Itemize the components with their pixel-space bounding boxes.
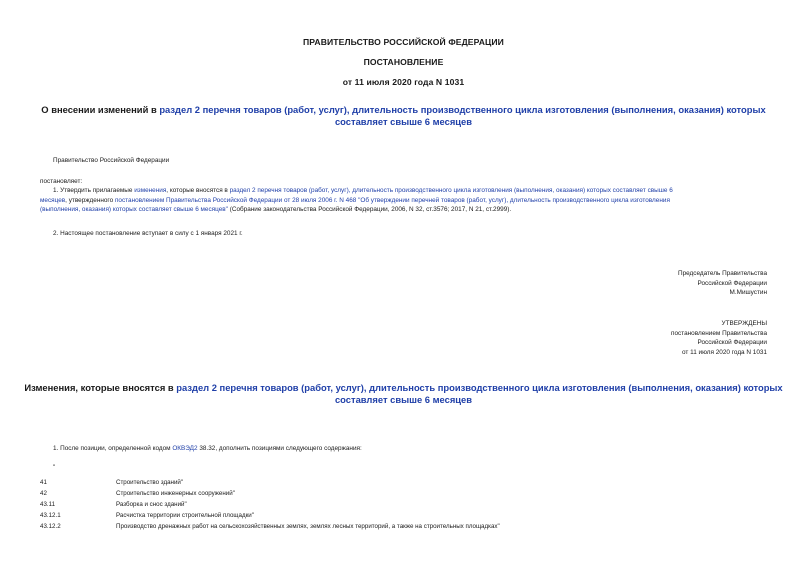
row-code: 42: [40, 490, 47, 497]
p1-link-resolution-468-cont[interactable]: (выполнения, оказания) которых составляет свыше 6 месяцев": [40, 206, 228, 213]
opening-quote: ": [53, 464, 56, 471]
signature-title: Председатель Правительства: [678, 270, 767, 277]
gov-line: Правительство Российской Федерации: [53, 157, 170, 164]
p1-link-changes[interactable]: изменения: [134, 187, 167, 194]
p1-text-c: , утвержденного: [65, 196, 115, 204]
signature-block: [467, 269, 767, 298]
changes-title-link[interactable]: раздел 2 перечня товаров (работ, услуг), длительность производственного цикла изготовления (выполнения, оказания) которых: [176, 382, 783, 393]
p1-link-resolution-468[interactable]: постановлением Правительства Российской Федерации от 28 июля 2006 г. N 468 "Об утверждении перечней товаров (работ, услуг), длительность производственного цикла изготовления: [114, 196, 670, 204]
approved-heading: УТВЕРЖДЕНЫ: [721, 320, 767, 327]
row-code: 43.12.2: [40, 523, 61, 530]
government-heading: ПРАВИТЕЛЬСТВО РОССИЙСКОЙ ФЕДЕРАЦИИ: [303, 37, 504, 47]
p1-link-section-2[interactable]: раздел 2 перечня товаров (работ, услуг), длительность производственного цикла изготовления (выполнения, оказания) которых составляет свыше 6: [229, 187, 673, 194]
row-name: Разборка и снос зданий": [116, 501, 187, 508]
row-code: 41: [40, 479, 47, 486]
changes-paragraph-1: [53, 444, 362, 454]
signature-country: Российской Федерации: [697, 279, 767, 287]
document-date: от 11 июля 2020 года N 1031: [342, 77, 465, 87]
p1-link-section-2-cont[interactable]: месяцев: [40, 196, 66, 204]
approved-date: от 11 июля 2020 года N 1031: [682, 348, 767, 356]
approved-block: [467, 319, 767, 357]
row-code: 43.12.1: [40, 512, 61, 519]
table-row: [40, 512, 780, 522]
table-row: [40, 501, 780, 511]
table-row: [40, 490, 780, 500]
changes-p1-text-b: 38.32, дополнить позициями следующего содержания:: [197, 445, 362, 452]
title-prefix: О внесении изменений в: [41, 104, 160, 115]
row-name: Строительство инженерных сооружений": [116, 490, 235, 497]
signature-name: М.Мишустин: [729, 289, 767, 296]
table-row: [40, 523, 780, 533]
changes-title: [0, 382, 807, 406]
decides-line: постановляет:: [40, 178, 83, 185]
row-name: Строительство зданий": [116, 479, 184, 486]
row-name: Расчистка территории строительной площадки": [116, 512, 254, 519]
paragraph-1: [40, 186, 770, 215]
document-title: [0, 104, 807, 128]
title-link-line2[interactable]: составляет свыше 6 месяцев: [334, 116, 473, 127]
paragraph-2: 2. Настоящее постановление вступает в силу с 1 января 2021 г.: [53, 230, 243, 237]
document-type: ПОСТАНОВЛЕНИЕ: [363, 57, 444, 67]
p1-text-b: , которые вносятся в: [166, 187, 230, 194]
okved2-link[interactable]: ОКВЭД2: [172, 445, 198, 452]
changes-title-link-line2[interactable]: составляет свыше 6 месяцев: [334, 394, 473, 405]
approved-by: постановлением Правительства: [671, 329, 767, 337]
title-link-section-2[interactable]: раздел 2 перечня товаров (работ, услуг), длительность производственного цикла изготовления (выполнения, оказания) которых: [159, 104, 766, 115]
row-name: Производство дренажных работ на сельскохозяйственных землях, землях лесных территорий, а также на строительных площадках": [116, 523, 500, 530]
row-code: 43.11: [40, 501, 56, 508]
changes-title-prefix: Изменения, которые вносятся в: [24, 382, 177, 393]
p1-text-d: (Собрание законодательства Российской Федерации, 2006, N 32, ст.3576; 2017, N 21, ст.2999).: [227, 206, 512, 213]
approved-country: Российской Федерации: [697, 339, 767, 346]
changes-p1-text-a: 1. После позиции, определенной кодом: [53, 445, 173, 452]
table-row: [40, 479, 780, 489]
p1-text-a: 1. Утвердить прилагаемые: [53, 187, 135, 194]
